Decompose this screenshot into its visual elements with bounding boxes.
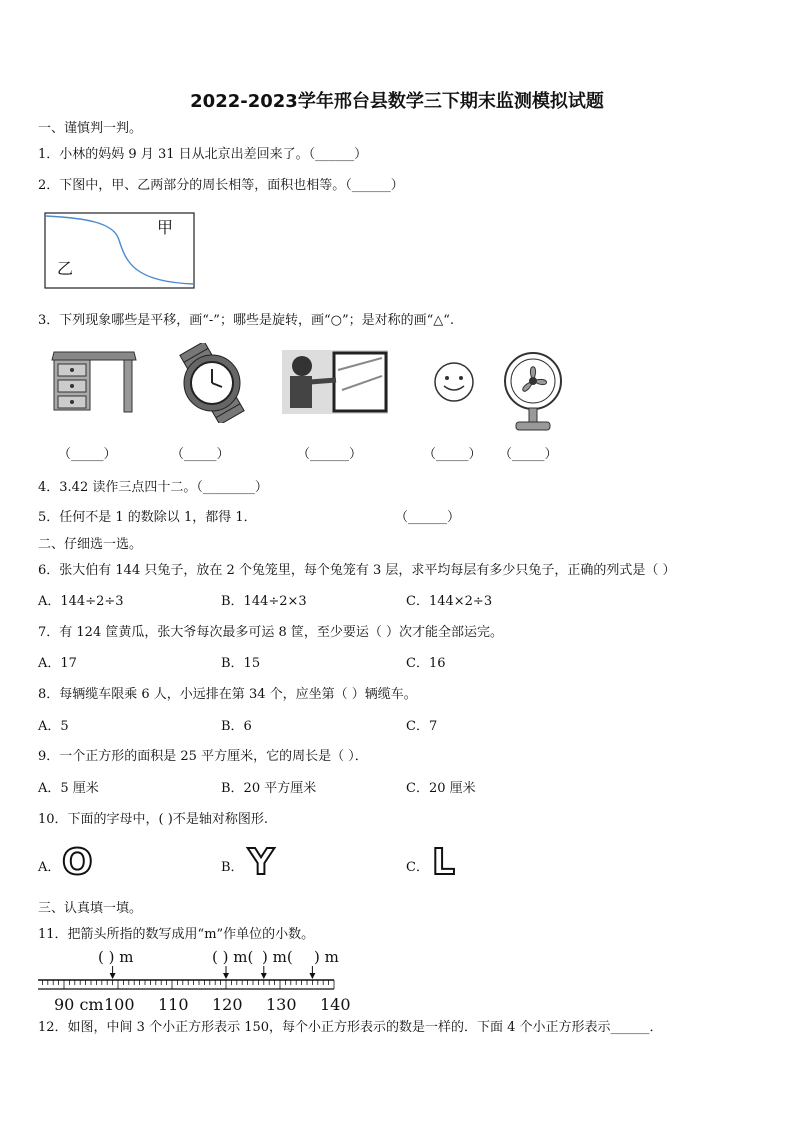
question-10: 10．下面的字母中，( )不是轴对称图形. xyxy=(38,812,268,827)
q3-blank-2[interactable]: （_____） xyxy=(171,447,230,462)
section-heading-1: 一、谨慎判一判。 xyxy=(38,121,143,136)
q10-option-c-label[interactable]: C． xyxy=(406,860,429,875)
q6-option-a[interactable]: A．144÷2÷3 xyxy=(38,594,124,609)
q8-option-a[interactable]: A．5 xyxy=(38,719,69,734)
smiley-icon xyxy=(432,360,476,404)
question-3: 3．下列现象哪些是平移，画“-”；哪些是旋转，画“○”；是对称的画“△“. xyxy=(38,313,455,328)
q7-option-b[interactable]: B．15 xyxy=(221,656,261,671)
page-title: 2022-2023学年邢台县数学三下期末监测模拟试题 xyxy=(190,91,604,112)
ruler-arrow-label: ) m xyxy=(314,948,339,966)
question-2: 2．下图中，甲、乙两部分的周长相等，面积也相等。（______） xyxy=(38,178,404,193)
q11-ruler xyxy=(36,944,376,1018)
question-11: 11．把箭头所指的数写成用“m”作单位的小数。 xyxy=(38,927,315,942)
q6-option-b[interactable]: B．144÷2×3 xyxy=(221,594,307,609)
window-push-icon xyxy=(282,350,388,414)
section-heading-3: 三、认真填一填。 xyxy=(38,901,143,916)
q10-option-b-label[interactable]: B． xyxy=(221,860,244,875)
question-12: 12．如图，中间 3 个小正方形表示 150，每个小正方形表示的数是一样的．下面 4 个小正方形表示______． xyxy=(38,1020,663,1035)
watch-icon xyxy=(164,343,260,423)
section-heading-2: 二、仔细选一选。 xyxy=(38,537,143,552)
fan-icon xyxy=(502,350,564,432)
q7-option-a[interactable]: A．17 xyxy=(38,656,77,671)
q7-option-c[interactable]: C．16 xyxy=(406,656,446,671)
ruler-arrow-label: ( ) m( xyxy=(212,948,254,966)
question-6: 6．张大伯有 144 只兔子，放在 2 个兔笼里，每个兔笼有 3 层，求平均每层有多少只兔子，正确的列式是（ ） xyxy=(38,563,676,578)
q8-option-c[interactable]: C．7 xyxy=(406,719,438,734)
ruler-arrow-head xyxy=(110,973,116,979)
label-jia: 甲 xyxy=(157,218,174,237)
question-4: 4．3.42 读作三点四十二。（________） xyxy=(38,480,268,495)
ruler-tick-label: 110 xyxy=(158,995,189,1014)
question-7: 7．有 124 筐黄瓜，张大爷每次最多可运 8 筐，至少要运（ ）次才能全部运完。 xyxy=(38,625,504,640)
ruler-arrow-label: ( ) m xyxy=(98,948,134,966)
ruler-arrow-head xyxy=(309,973,315,979)
ruler-arrow-head xyxy=(261,973,267,979)
ruler-tick-label: 120 xyxy=(212,995,243,1014)
q3-blank-1[interactable]: （_____） xyxy=(58,447,117,462)
label-yi: 乙 xyxy=(57,259,74,278)
q3-blank-5[interactable]: （_____） xyxy=(499,447,558,462)
q2-figure xyxy=(44,212,196,290)
ruler-arrows xyxy=(98,948,339,979)
ruler-tick-label: 100 xyxy=(104,995,135,1014)
ruler-tick-labels xyxy=(54,995,351,1014)
q9-option-c[interactable]: C．20 厘米 xyxy=(406,781,476,796)
q3-blank-4[interactable]: （_____） xyxy=(423,447,482,462)
ruler-tick-label: 140 xyxy=(320,995,351,1014)
q3-blank-3[interactable]: （______） xyxy=(297,447,363,462)
question-5: 5．任何不是 1 的数除以 1，都得 1． xyxy=(38,510,257,525)
letter-o: O xyxy=(62,842,93,883)
ruler-ticks xyxy=(38,980,334,989)
q10-option-a-label[interactable]: A． xyxy=(38,860,61,875)
q5-blank[interactable]: （______） xyxy=(395,510,461,525)
q6-option-c[interactable]: C．144×2÷3 xyxy=(406,594,493,609)
letter-y: Y xyxy=(248,842,275,883)
question-1: 1．小林的妈妈 9 月 31 日从北京出差回来了。（______） xyxy=(38,147,368,162)
q9-option-b[interactable]: B．20 平方厘米 xyxy=(221,781,317,796)
ruler-arrow-label: ) m( xyxy=(262,948,293,966)
letter-l: L xyxy=(432,842,455,883)
desk-icon xyxy=(48,348,140,416)
q8-option-b[interactable]: B．6 xyxy=(221,719,252,734)
ruler-tick-label: 130 xyxy=(266,995,297,1014)
q9-option-a[interactable]: A．5 厘米 xyxy=(38,781,99,796)
question-9: 9．一个正方形的面积是 25 平方厘米，它的周长是（ ）． xyxy=(38,749,368,764)
ruler-tick-label: 90 cm xyxy=(54,995,104,1014)
question-8: 8．每辆缆车限乘 6 人，小远排在第 34 个，应坐第（ ）辆缆车。 xyxy=(38,687,417,702)
ruler-arrow-head xyxy=(223,973,229,979)
